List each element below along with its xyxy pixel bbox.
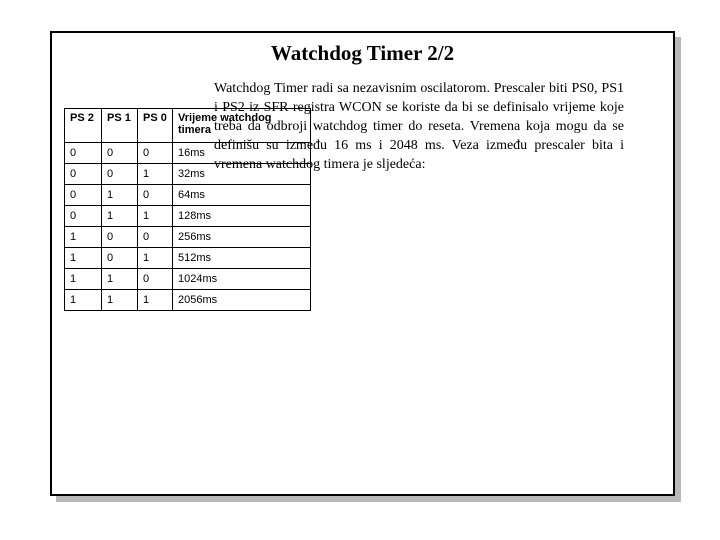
- header-ps1: PS 1: [102, 109, 138, 143]
- cell-ps0: 1: [138, 248, 173, 269]
- cell-ps0: 0: [138, 143, 173, 164]
- slide-title: Watchdog Timer 2/2: [270, 41, 455, 65]
- table-row: [65, 185, 311, 206]
- cell-time: 512ms: [173, 248, 311, 269]
- table-header-row: [65, 109, 311, 143]
- cell-ps1: 1: [102, 185, 138, 206]
- table-row: [65, 290, 311, 311]
- cell-ps2: 0: [65, 143, 102, 164]
- header-ps0: PS 0: [138, 109, 173, 143]
- header-time: Vrijeme watchdog timera: [173, 109, 311, 143]
- cell-ps2: 0: [65, 185, 102, 206]
- cell-time: 32ms: [173, 164, 311, 185]
- table-row: [65, 227, 311, 248]
- cell-time: 128ms: [173, 206, 311, 227]
- cell-ps0: 1: [138, 206, 173, 227]
- table-row: [65, 164, 311, 185]
- cell-ps2: 1: [65, 269, 102, 290]
- prescaler-table: [64, 108, 311, 311]
- cell-ps1: 0: [102, 248, 138, 269]
- cell-ps1: 0: [102, 227, 138, 248]
- table-row: [65, 248, 311, 269]
- cell-ps2: 1: [65, 290, 102, 311]
- cell-ps2: 1: [65, 248, 102, 269]
- cell-time: 64ms: [173, 185, 311, 206]
- cell-ps0: 0: [138, 269, 173, 290]
- cell-ps1: 1: [102, 269, 138, 290]
- table-row: [65, 206, 311, 227]
- cell-ps0: 1: [138, 164, 173, 185]
- cell-ps0: 0: [138, 227, 173, 248]
- cell-time: 16ms: [173, 143, 311, 164]
- cell-ps2: 0: [65, 164, 102, 185]
- cell-time: 1024ms: [173, 269, 311, 290]
- header-ps2: PS 2: [65, 109, 102, 143]
- cell-ps2: 1: [65, 227, 102, 248]
- slide: [50, 31, 675, 496]
- cell-ps0: 1: [138, 290, 173, 311]
- cell-ps1: 1: [102, 206, 138, 227]
- table-row: [65, 143, 311, 164]
- cell-ps1: 0: [102, 164, 138, 185]
- cell-time: 256ms: [173, 227, 311, 248]
- cell-ps0: 0: [138, 185, 173, 206]
- cell-time: 2056ms: [173, 290, 311, 311]
- slide-paragraph: Watchdog Timer radi sa nezavisnim oscilatorom. Prescaler biti PS0, PS1 i PS2 iz SFR registra WCON se koriste da bi se definisalo vrijeme koje treba da odbroji watchdog timer do reseta. Vremena koja mogu da se definišu su između 16 ms i 2048 ms. Veza između prescaler bita i vremena watchdog timera je sljedeća:: [214, 81, 624, 172]
- cell-ps2: 0: [65, 206, 102, 227]
- cell-ps1: 1: [102, 290, 138, 311]
- table-row: [65, 269, 311, 290]
- cell-ps1: 0: [102, 143, 138, 164]
